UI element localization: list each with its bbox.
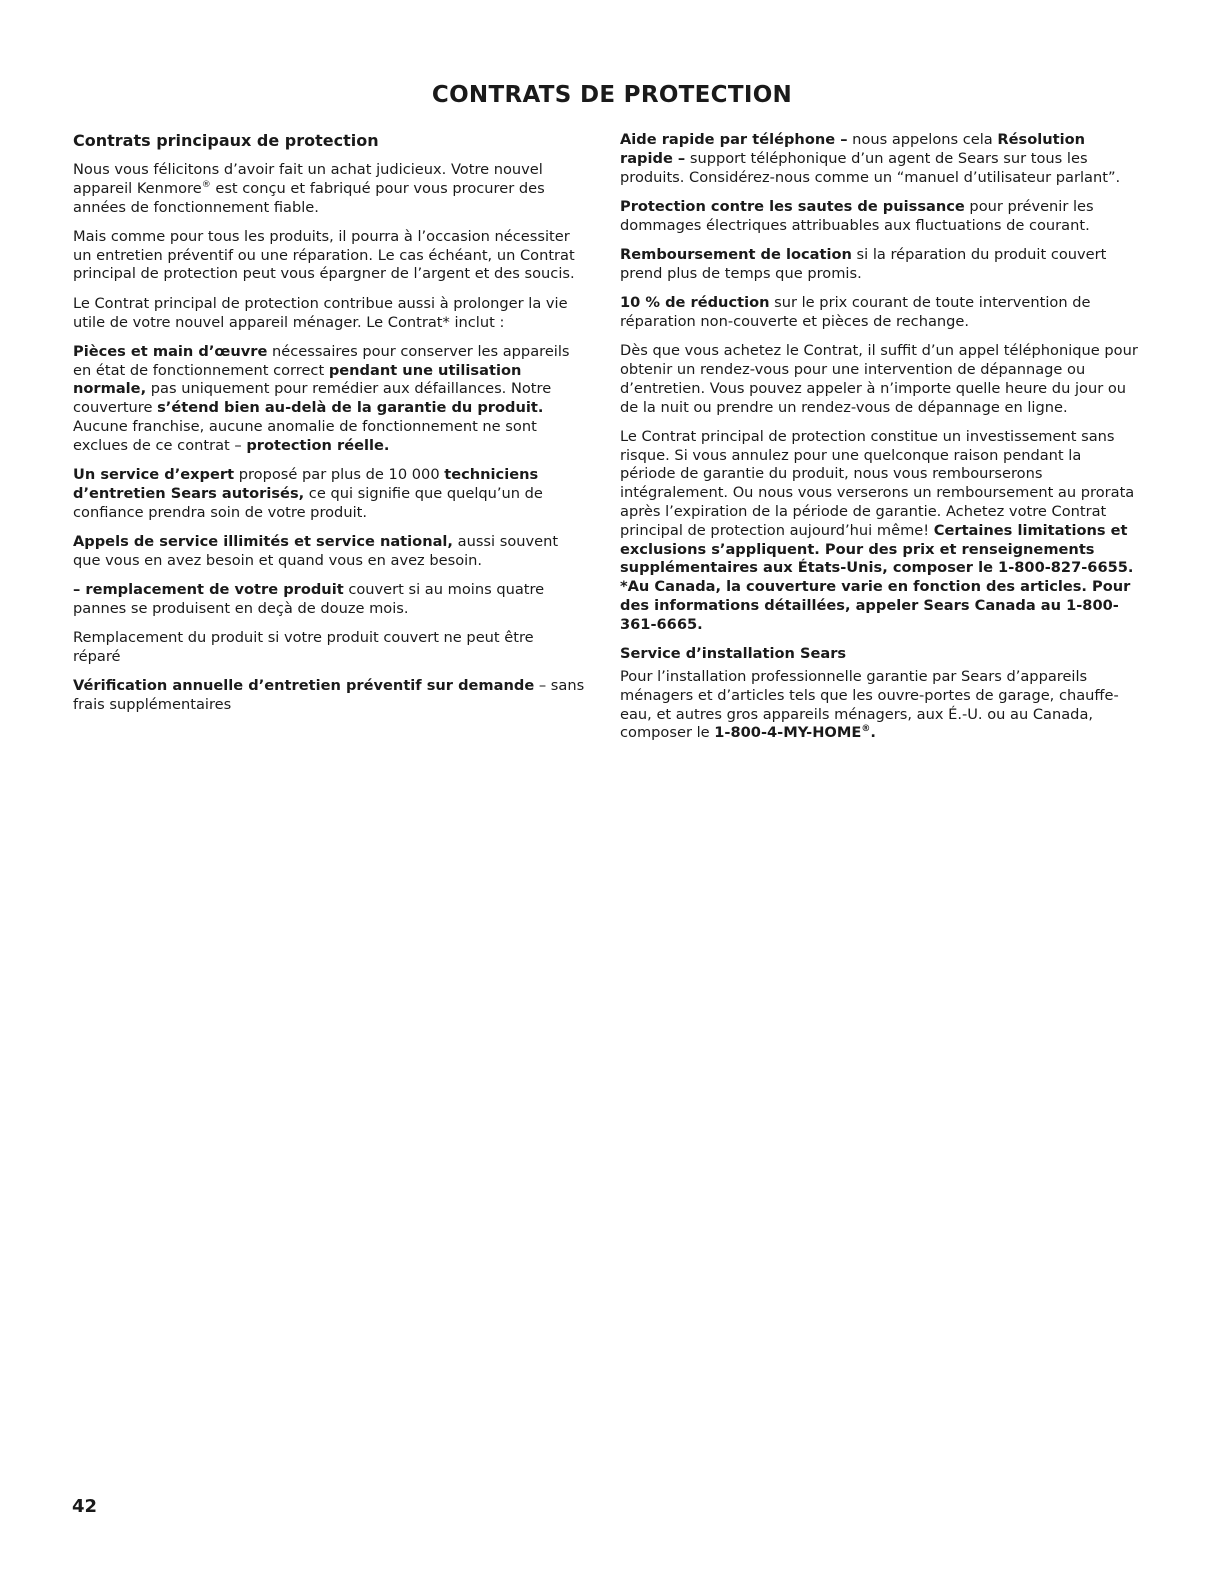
annual-check-bold: Vérification annuelle d’entretien préventif sur demande [73, 677, 535, 695]
real-protection-bold: protection réelle. [246, 436, 390, 454]
rental-reimbursement-bold: Remboursement de location [620, 245, 852, 263]
parts-labor-text-1: nécessaires pour conserver les appareils en état de fonctionnement correct [73, 342, 570, 379]
home-phone-period: . [870, 724, 876, 742]
replacement-text: couvert si au moins quatre pannes se produisent en deçà de douze mois. [73, 581, 545, 617]
rental-reimbursement-paragraph [620, 246, 1140, 284]
investment-text: Le Contrat principal de protection constitue un investissement sans risque. Si vous annulez pour une quelconque raison pendant la période de garantie du produit, nous vous rembourserons intégralement. Ou nous vous verserons un remboursement au prorata après l’expiration de la période de garantie. Achetez votre Contrat principal de protection aujourd’hui même! [620, 427, 1135, 539]
discount-paragraph [620, 294, 1140, 332]
replacement-paragraph [73, 581, 585, 619]
phone-help-paragraph [620, 131, 1140, 187]
expert-service-text-1: proposé par plus de 10 000 [234, 466, 445, 484]
phone-help-text-1: nous appelons cela [847, 131, 998, 148]
phone-help-bold: Aide rapide par téléphone – [620, 131, 848, 148]
maintenance-paragraph: Mais comme pour tous les produits, il pourra à l’occasion nécessiter un entretien préventif ou une réparation. Le cas échéant, un Contrat principal de protection peut vous épargner de l’argent et des soucis. [73, 227, 575, 283]
normal-use-bold: pendant une utilisation normale, [73, 361, 522, 398]
registered-mark: ® [861, 724, 871, 735]
surge-protection-text: pour prévenir les dommages électriques attribuables aux fluctuations de courant. [620, 197, 1094, 234]
section-heading: Contrats principaux de protection [73, 131, 379, 150]
phone-help-text-2: support téléphonique d’un agent de Sears sur tous les produits. Considérez-nous comme un “manuel d’utilisateur parlant”. [620, 149, 1121, 186]
right-column [620, 131, 1140, 754]
registered-mark: ® [201, 179, 211, 190]
surge-protection-bold: Protection contre les sautes de puissance [620, 197, 965, 215]
unlimited-calls-paragraph [73, 533, 585, 571]
expert-service-text-2: ce qui signifie que quelqu’un de confiance prendra soin de votre produit. [73, 484, 543, 521]
beyond-warranty-bold: s’étend bien au-delà de la garantie du produit. [157, 399, 544, 417]
parts-labor-bold: Pièces et main d’œuvre [73, 342, 268, 360]
installation-paragraph [620, 668, 1140, 743]
product-replacement-paragraph: Remplacement du produit si votre produit couvert ne peut être réparé [73, 629, 534, 666]
left-column [73, 131, 585, 725]
expert-service-bold: Un service d’expert [73, 466, 235, 484]
parts-labor-text-3: Aucune franchise, aucune anomalie de fonctionnement ne sont exclues de ce contrat – [73, 418, 537, 454]
intro-text-b: est conçu et fabriqué pour vous procurer des années de fonctionnement fiable. [73, 179, 545, 216]
home-phone-bold [714, 724, 876, 741]
parts-labor-text-2: pas uniquement pour remédier aux défaillances. Notre couverture [73, 380, 552, 417]
investment-paragraph [620, 428, 1140, 635]
unlimited-calls-text: aussi souvent que vous en avez besoin et quand vous en avez besoin. [73, 533, 559, 569]
annual-check-paragraph [73, 677, 585, 715]
surge-protection-paragraph [620, 198, 1140, 236]
intro-text-a: Nous vous félicitons d’avoir fait un achat judicieux. Votre nouvel appareil Kenmore [73, 161, 543, 197]
expert-service-paragraph [73, 466, 585, 522]
installation-text: Pour l’installation professionnelle garantie par Sears d’appareils ménagers et d’articles tels que les ouvre-portes de garage, chauffe-eau, et autres gros appareils ménagers, aux É.-U. ou au Canada, composer le [620, 667, 1119, 742]
rental-reimbursement-text: si la réparation du produit couvert prend plus de temps que promis. [620, 245, 1107, 282]
discount-text: sur le prix courant de toute intervention de réparation non-couverte et pièces de rechange. [620, 294, 1091, 330]
parts-labor-paragraph [73, 343, 585, 456]
annual-check-text: – sans frais supplémentaires [73, 677, 585, 714]
replacement-bold: – remplacement de votre produit [73, 581, 344, 599]
technicians-bold: techniciens d’entretien Sears autorisés, [73, 466, 539, 502]
contract-includes-paragraph: Le Contrat principal de protection contribue aussi à prolonger la vie utile de votre nouvel appareil ménager. Le Contrat* inclut : [73, 294, 568, 331]
home-phone-number: 1-800-4-MY-HOME [714, 724, 862, 742]
quick-resolution-bold: Résolution rapide – [620, 131, 1086, 167]
installation-subheading: Service d’installation Sears [620, 645, 847, 663]
unlimited-calls-bold: Appels de service illimités et service national, [73, 533, 453, 551]
limitations-bold: Certaines limitations et exclusions s’appliquent. Pour des prix et renseignements supplémentaires aux États-Unis, composer le 1-800-827-6655. *Au Canada, la couverture varie en fonction des articles. Pour des informations détaillées, appeler Sears Canada au 1-800-361-6665. [620, 521, 1134, 633]
appointment-paragraph: Dès que vous achetez le Contrat, il suffit d’un appel téléphonique pour obtenir un rendez-vous pour une intervention de dépannage ou d’entretien. Vous pouvez appeler à n’importe quelle heure du jour ou de la nuit ou prendre un rendez-vous de dépannage en ligne. [620, 342, 1138, 416]
intro-paragraph [73, 161, 585, 217]
page-number: 42 [72, 1496, 98, 1517]
discount-bold: 10 % de réduction [620, 294, 770, 312]
page-title: CONTRATS DE PROTECTION [431, 82, 793, 108]
